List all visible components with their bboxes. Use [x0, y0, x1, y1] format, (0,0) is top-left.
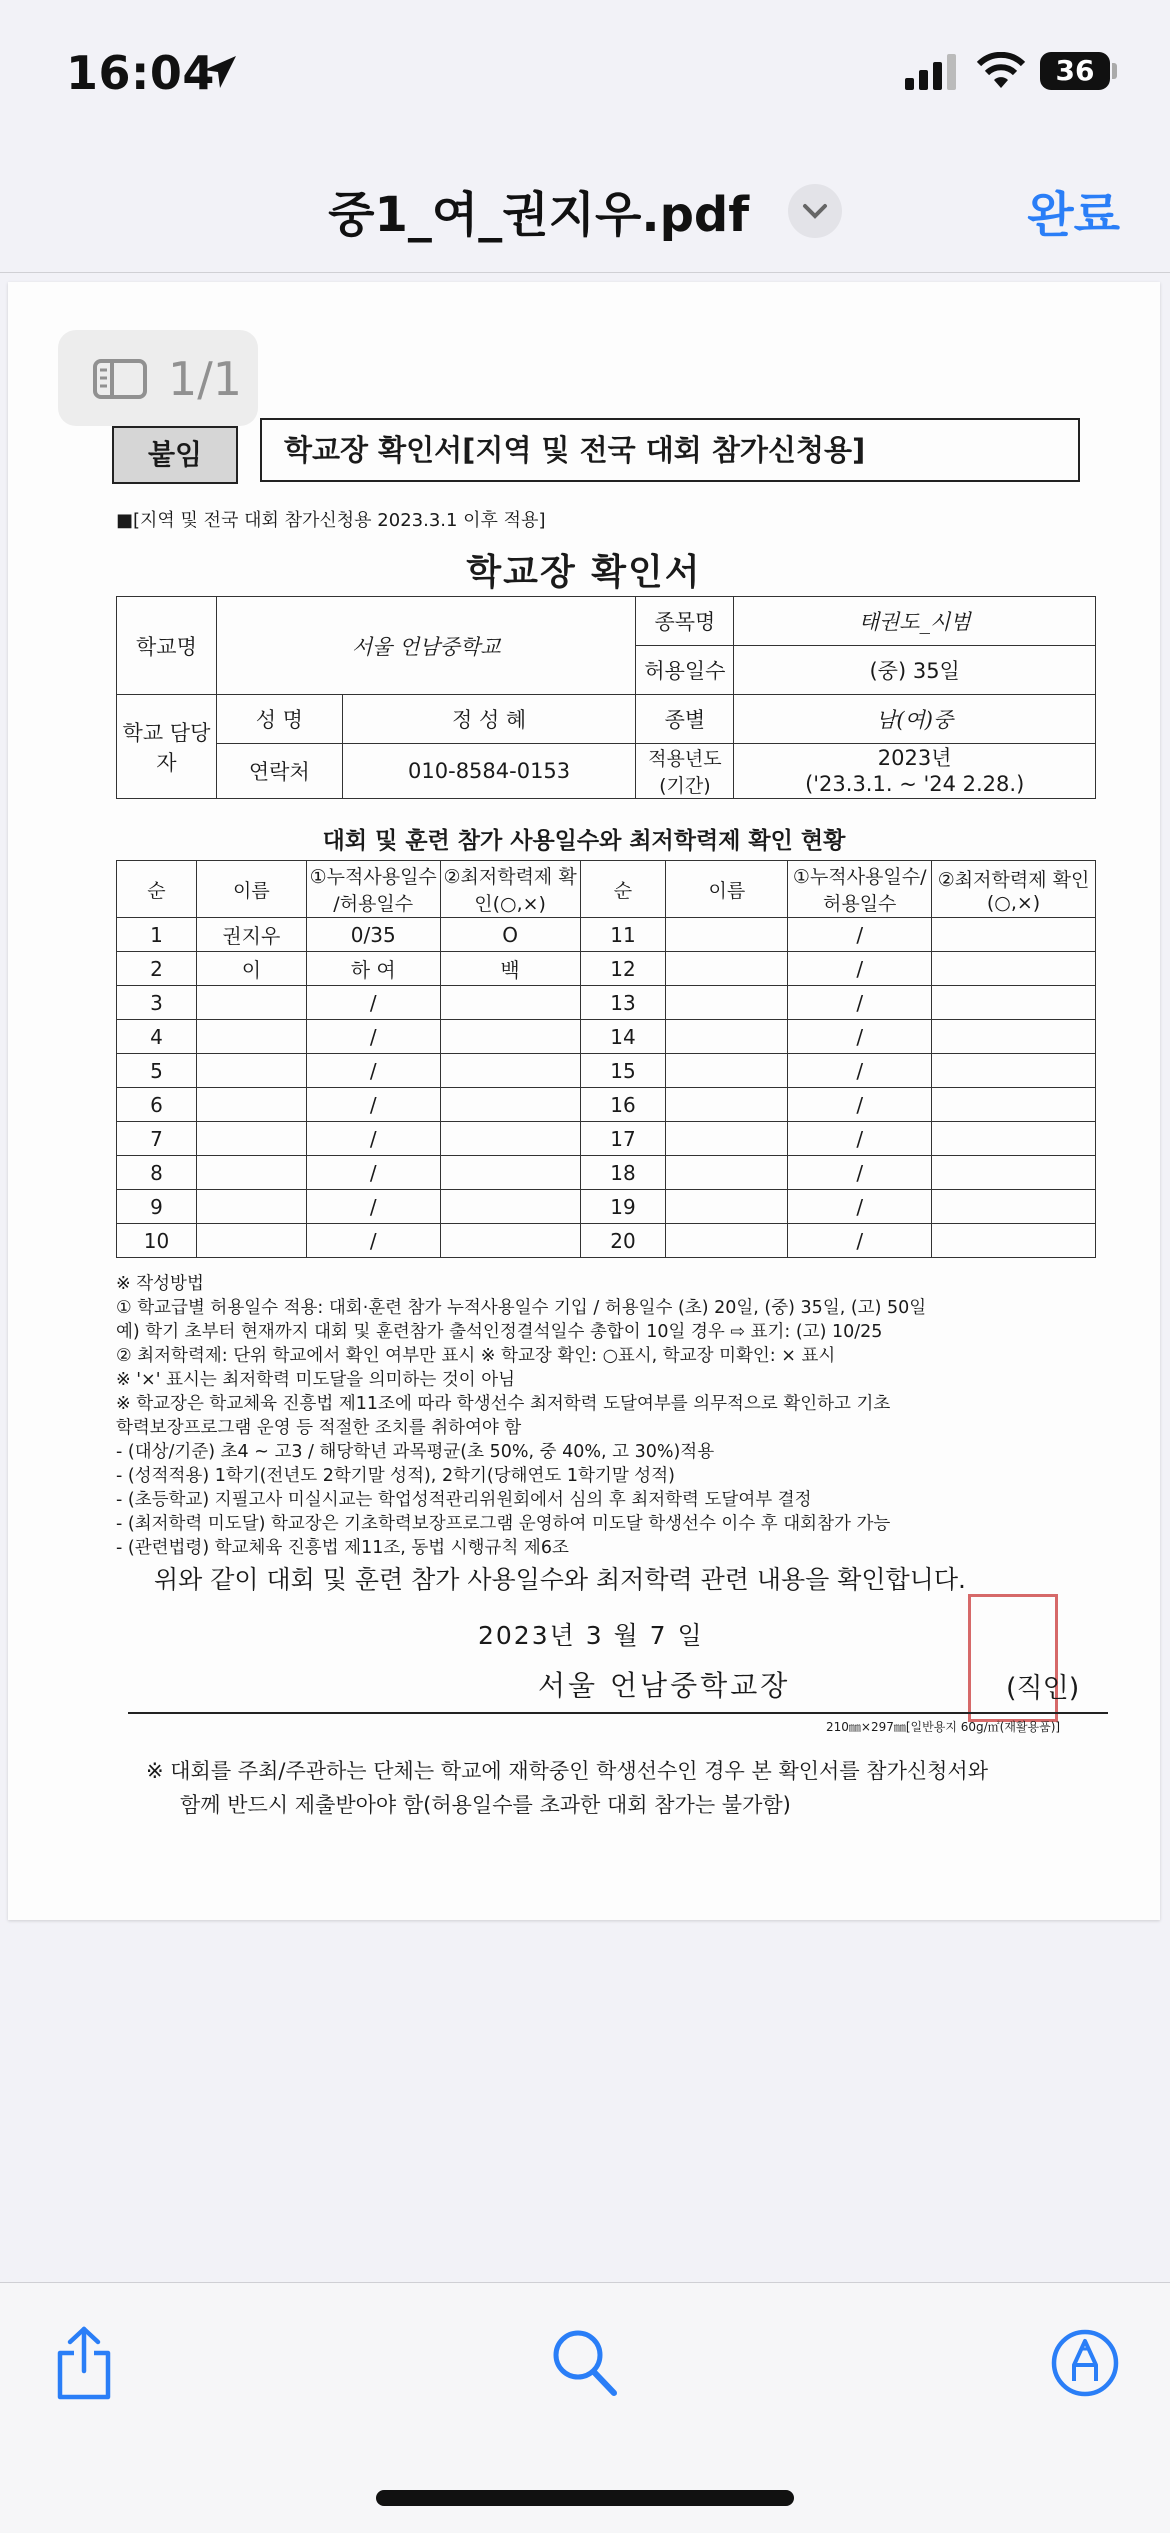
gender-label: 종별 — [636, 695, 734, 744]
location-arrow-icon — [200, 52, 240, 92]
instruction-line: - (대상/기준) 초4 ~ 고3 / 해당학년 과목평균(초 50%, 중 40%, 고 30%)적용 — [116, 1442, 715, 1462]
table-cell: 권지우 — [196, 918, 306, 952]
table-cell — [196, 986, 306, 1020]
table-cell: / — [788, 1190, 932, 1224]
table-cell: / — [788, 1088, 932, 1122]
table-cell: 4 — [117, 1020, 197, 1054]
submission-note — [146, 1754, 1106, 1822]
table-cell: / — [306, 1224, 440, 1258]
table-cell: 15 — [580, 1054, 666, 1088]
header-cell: 순 — [580, 861, 666, 918]
instruction-line: - (관련법령) 학교체육 진흥법 제11조, 동법 시행규칙 제6조 — [116, 1538, 569, 1558]
table-cell: / — [788, 1020, 932, 1054]
table-row — [117, 952, 1096, 986]
status-time: 16:04 — [66, 46, 215, 100]
table-cell: 13 — [580, 986, 666, 1020]
table-cell: 8 — [117, 1156, 197, 1190]
status-bar — [0, 0, 1170, 140]
table-cell — [196, 1190, 306, 1224]
table-cell — [196, 1088, 306, 1122]
table-cell — [666, 1156, 788, 1190]
instruction-line: - (초등학교) 지필고사 미실시교는 학업성적관리위원회에서 심의 후 최저학력 도달여부 결정 — [116, 1490, 812, 1510]
seal-label: (직인) — [1006, 1673, 1080, 1704]
table-cell — [440, 986, 580, 1020]
issue-date: 2023년 3 월 7 일 — [478, 1621, 704, 1650]
header-cell: ①누적사용일수/ 허용일수 — [788, 861, 932, 918]
usage-table-header — [117, 861, 1096, 918]
table-cell: 5 — [117, 1054, 197, 1088]
table-row — [117, 1190, 1096, 1224]
table-cell: 6 — [117, 1088, 197, 1122]
table-row — [117, 918, 1096, 952]
header-cell: ②최저학력제 확인(○,×) — [932, 861, 1096, 918]
paper-spec: 210㎜×297㎜[일반용지 60g/㎡(재활용품)] — [826, 1720, 1061, 1734]
instruction-line: ※ 작성방법 — [116, 1274, 204, 1294]
table-cell — [932, 952, 1096, 986]
table-cell — [196, 1020, 306, 1054]
table-cell — [666, 1224, 788, 1258]
instruction-line: ※ 학교장은 학교체육 진흥법 제11조에 따라 학생선수 최저학력 도달여부를 의무적으로 확인하고 기초 — [116, 1394, 891, 1414]
event-label: 종목명 — [636, 597, 734, 646]
document-heading: 학교장 확인서[지역 및 전국 대회 참가신청용] — [260, 418, 1080, 482]
table-cell: / — [306, 1054, 440, 1088]
home-indicator[interactable] — [376, 2490, 794, 2506]
staff-name-label: 성 명 — [216, 695, 342, 744]
markup-icon[interactable] — [1050, 2325, 1120, 2401]
table-cell — [932, 986, 1096, 1020]
page-indicator[interactable] — [58, 330, 258, 426]
writing-instructions — [116, 1272, 1116, 1560]
table-cell: / — [788, 1224, 932, 1258]
table-cell — [196, 1156, 306, 1190]
submission-note-line: 함께 반드시 제출받아야 함(허용일수를 초과한 대회 참가는 불가함) — [180, 1793, 791, 1817]
wifi-icon — [976, 52, 1026, 90]
navigation-bar — [0, 140, 1170, 273]
event-value: 태권도_시범 — [734, 597, 1096, 646]
table-cell: 7 — [117, 1122, 197, 1156]
year-value: 2023년 — [877, 746, 952, 770]
staff-label: 학교 담당자 — [117, 695, 217, 799]
table-cell — [440, 1156, 580, 1190]
instruction-line: 예) 학기 초부터 현재까지 대회 및 훈련참가 출석인정결석일수 총합이 10일 경우 ⇨ 표기: (고) 10/25 — [116, 1322, 883, 1342]
table-cell: / — [306, 986, 440, 1020]
header-cell: 순 — [117, 861, 197, 918]
table-cell: / — [306, 1020, 440, 1054]
table-cell: / — [788, 986, 932, 1020]
table-cell — [666, 1122, 788, 1156]
table-cell: / — [306, 1190, 440, 1224]
table-cell: / — [306, 1122, 440, 1156]
table-row — [117, 1156, 1096, 1190]
table-cell: 16 — [580, 1088, 666, 1122]
table-cell — [932, 1156, 1096, 1190]
table-cell: 12 — [580, 952, 666, 986]
table-cell: 17 — [580, 1122, 666, 1156]
table-cell: 14 — [580, 1020, 666, 1054]
attachment-label: 붙임 — [112, 426, 238, 484]
table-cell: 2 — [117, 952, 197, 986]
table-cell: 이 — [196, 952, 306, 986]
battery-indicator: 36 — [1040, 52, 1110, 90]
header-cell: 이름 — [196, 861, 306, 918]
table-cell — [440, 1122, 580, 1156]
pdf-page[interactable] — [8, 282, 1160, 1920]
instruction-line: ② 최저학력제: 단위 학교에서 확인 여부만 표시 ※ 학교장 확인: ○표시, 학교장 미확인: × 표시 — [116, 1346, 836, 1366]
table-row — [117, 1122, 1096, 1156]
certificate-title: 학교장 확인서 — [466, 552, 702, 593]
table-cell: O — [440, 918, 580, 952]
table-cell: / — [788, 952, 932, 986]
table-cell: 11 — [580, 918, 666, 952]
table-cell — [196, 1122, 306, 1156]
table-cell — [932, 1054, 1096, 1088]
contact-value: 010-8584-0153 — [342, 744, 636, 799]
table-cell — [932, 918, 1096, 952]
contact-label: 연락처 — [216, 744, 342, 799]
table-cell — [666, 986, 788, 1020]
gender-value: 남(여)중 — [734, 695, 1096, 744]
submission-note-line: ※ 대회를 주최/주관하는 단체는 학교에 재학중인 학생선수인 경우 본 확인서를 참가신청서와 — [146, 1759, 989, 1783]
table-cell — [666, 952, 788, 986]
table-cell: 하 여 — [306, 952, 440, 986]
table-row — [117, 986, 1096, 1020]
table-row — [117, 1020, 1096, 1054]
table-cell — [666, 1054, 788, 1088]
battery-tip — [1112, 63, 1117, 79]
table-cell: / — [788, 1054, 932, 1088]
search-icon[interactable] — [550, 2325, 620, 2401]
table-row — [117, 1088, 1096, 1122]
table-cell — [666, 1190, 788, 1224]
instruction-line: - (성적적용) 1학기(전년도 2학기말 성적), 2학기(당해연도 1학기말 성적) — [116, 1466, 675, 1486]
divider — [128, 1712, 1108, 1714]
header-cell: 이름 — [666, 861, 788, 918]
table-cell — [440, 1088, 580, 1122]
page-count: 1/1 — [168, 352, 243, 406]
table-cell: 1 — [117, 918, 197, 952]
table-cell: / — [788, 1156, 932, 1190]
allowed-days-value: (중) 35일 — [734, 646, 1096, 695]
table-cell — [440, 1020, 580, 1054]
table-cell: 백 — [440, 952, 580, 986]
table-cell — [932, 1020, 1096, 1054]
year-label: 적용년도 (기간) — [636, 744, 734, 799]
instruction-line: - (최저학력 미도달) 학교장은 기초학력보장프로그램 운영하여 미도달 학생선수 이수 후 대회참가 가능 — [116, 1514, 891, 1534]
table-cell — [666, 1088, 788, 1122]
principal-signature: 서울 언남중학교장 — [538, 1669, 791, 1702]
done-button[interactable]: 완료 — [1027, 187, 1120, 243]
application-note: ■[지역 및 전국 대회 참가신청용 2023.3.1 이후 적용] — [116, 510, 546, 531]
cellular-signal-icon — [905, 54, 957, 90]
table-cell: 0/35 — [306, 918, 440, 952]
table-row — [117, 1224, 1096, 1258]
document-title[interactable] — [0, 176, 1170, 245]
document-title-text: 중1_여_권지우.pdf — [328, 187, 750, 243]
table-cell: 19 — [580, 1190, 666, 1224]
table-cell — [440, 1054, 580, 1088]
table-cell — [932, 1088, 1096, 1122]
staff-name-value: 정 성 혜 — [342, 695, 636, 744]
table-cell: / — [788, 1122, 932, 1156]
table-cell: 10 — [117, 1224, 197, 1258]
document-content — [8, 282, 1160, 1920]
chevron-down-icon[interactable] — [788, 184, 842, 238]
table-cell — [196, 1224, 306, 1258]
header-cell: ②최저학력제 확인(○,×) — [440, 861, 580, 918]
usage-table — [116, 860, 1096, 1258]
school-info-table — [116, 596, 1096, 799]
usage-table-body — [117, 918, 1096, 1258]
period-value: ('23.3.1. ~ '24 2.28.) — [805, 772, 1025, 796]
table-cell: 9 — [117, 1190, 197, 1224]
year-cell — [734, 744, 1096, 799]
instruction-line: ※ '×' 표시는 최저학력 미도달을 의미하는 것이 아님 — [116, 1370, 516, 1390]
table-cell — [932, 1122, 1096, 1156]
school-name-label: 학교명 — [117, 597, 217, 695]
confirmation-statement: 위와 같이 대회 및 훈련 참가 사용일수와 최저학력 관련 내용을 확인합니다. — [154, 1565, 966, 1594]
table-cell — [932, 1190, 1096, 1224]
allowed-days-label: 허용일수 — [636, 646, 734, 695]
table-cell — [666, 918, 788, 952]
table-cell — [196, 1054, 306, 1088]
table-cell — [440, 1190, 580, 1224]
table-cell — [932, 1224, 1096, 1258]
table-cell: / — [306, 1088, 440, 1122]
status-section-title: 대회 및 훈련 참가 사용일수와 최저학력제 확인 현황 — [322, 828, 846, 854]
table-cell — [666, 1020, 788, 1054]
instruction-line: 학력보장프로그램 운영 등 적절한 조치를 취하여야 함 — [116, 1418, 522, 1438]
share-icon[interactable] — [52, 2325, 116, 2401]
table-cell: / — [306, 1156, 440, 1190]
table-row — [117, 1054, 1096, 1088]
table-cell: / — [788, 918, 932, 952]
sidebar-icon — [92, 358, 148, 400]
school-name-value: 서울 언남중학교 — [216, 597, 636, 695]
table-cell — [440, 1224, 580, 1258]
table-cell: 20 — [580, 1224, 666, 1258]
table-cell: 18 — [580, 1156, 666, 1190]
header-cell: ①누적사용일수 /허용일수 — [306, 861, 440, 918]
instruction-line: ① 학교급별 허용일수 적용: 대회·훈련 참가 누적사용일수 기입 / 허용일수 (초) 20일, (중) 35일, (고) 50일 — [116, 1298, 927, 1318]
table-cell: 3 — [117, 986, 197, 1020]
